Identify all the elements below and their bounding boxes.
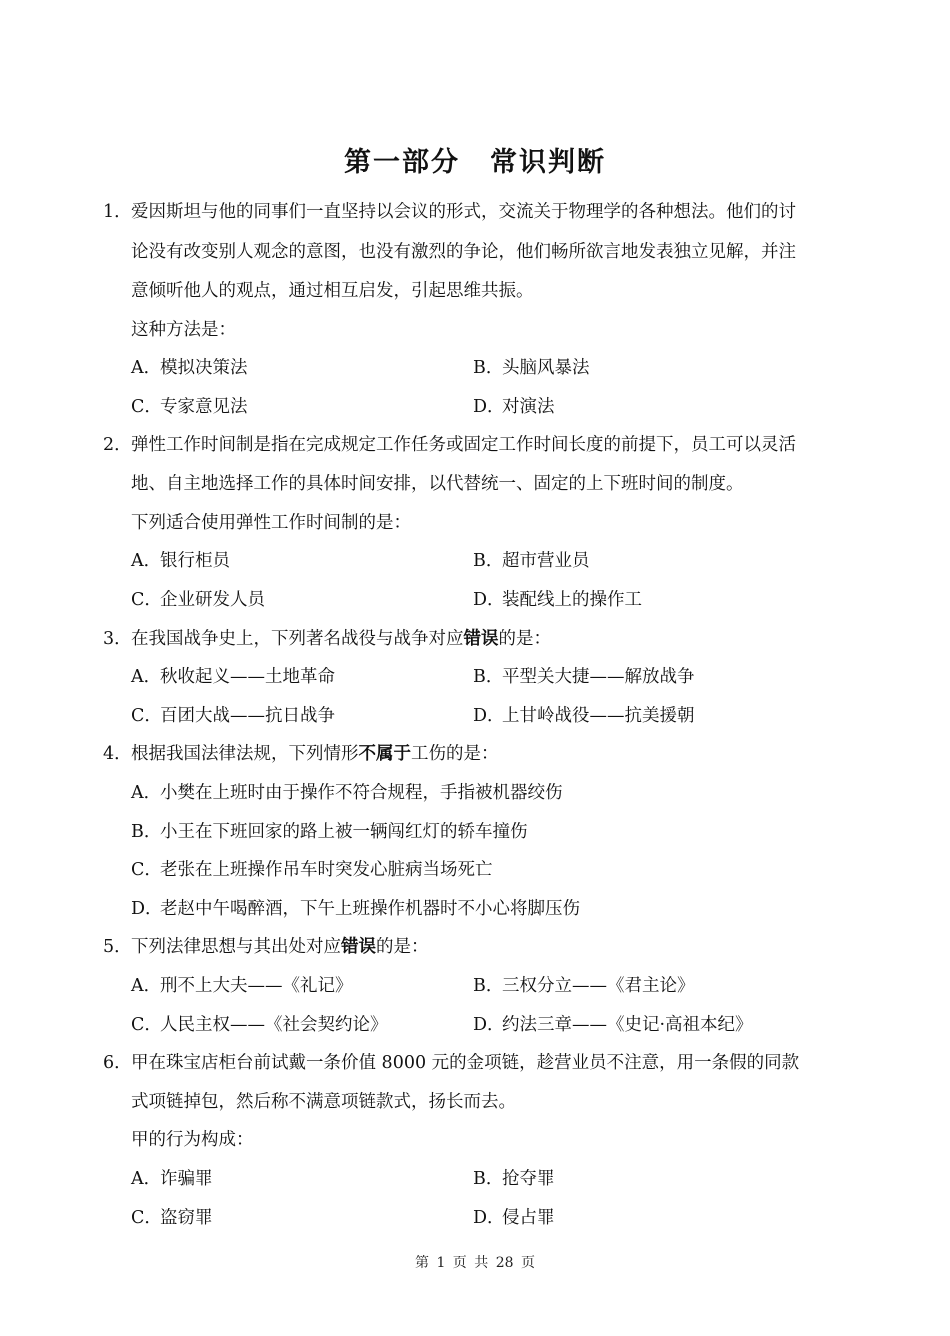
option-a xyxy=(131,356,248,380)
option-letter: A． xyxy=(131,1169,162,1189)
question-text-line xyxy=(131,935,856,959)
option-d xyxy=(473,704,695,728)
option-c xyxy=(131,588,265,612)
option-text: 刑不上大夫——《礼记》 xyxy=(160,976,353,996)
option-b xyxy=(473,665,695,689)
question-emphasis: 错误 xyxy=(341,937,376,957)
option-a xyxy=(131,549,230,573)
option-letter: A． xyxy=(131,783,162,803)
option-c xyxy=(131,1206,213,1230)
option-a xyxy=(131,781,563,805)
option-a xyxy=(131,665,335,689)
option-text: 平型关大捷——解放战争 xyxy=(502,667,695,687)
question-stem: 甲的行为构成： xyxy=(131,1130,254,1150)
option-text: 约法三章——《史记·高祖本纪》 xyxy=(502,1015,753,1035)
option-letter: B． xyxy=(473,667,504,687)
option-letter: B． xyxy=(473,358,504,378)
question-text-line xyxy=(131,742,856,766)
option-text: 模拟决策法 xyxy=(160,358,248,378)
option-text: 侵占罪 xyxy=(502,1208,555,1228)
question-number: 6． xyxy=(103,1053,132,1073)
question-text-pre: 根据我国法律法规，下列情形 xyxy=(131,744,359,764)
question-text-line: 地、自主地选择工作的具体时间安排，以代替统一、固定的上下班时间的制度。 xyxy=(131,474,744,494)
option-text: 老赵中午喝醉酒，下午上班操作机器时不小心将脚压伤 xyxy=(160,899,580,919)
option-text: 银行柜员 xyxy=(160,551,230,571)
question-text-post: 的是： xyxy=(498,629,551,649)
question-stem: 这种方法是： xyxy=(131,320,236,340)
question-emphasis: 错误 xyxy=(463,629,499,649)
option-b xyxy=(473,1167,555,1191)
question-number: 1． xyxy=(103,202,132,222)
option-d xyxy=(131,897,580,921)
page-title xyxy=(0,140,950,179)
option-text: 三权分立——《君主论》 xyxy=(502,976,695,996)
option-text: 人民主权——《社会契约论》 xyxy=(160,1015,388,1035)
option-letter: D． xyxy=(473,706,505,726)
option-b xyxy=(473,549,590,573)
option-letter: D． xyxy=(473,1208,505,1228)
option-c xyxy=(131,1013,388,1037)
option-text: 对演法 xyxy=(502,397,555,417)
question-text-line: 论没有改变别人观念的意图，也没有激烈的争论，他们畅所欲言地发表独立见解，并注 xyxy=(131,242,796,262)
question-text-post: 的是： xyxy=(376,937,429,957)
question-text-line: 爱因斯坦与他的同事们一直坚持以会议的形式，交流关于物理学的各种想法。他们的讨 xyxy=(131,202,796,222)
question-emphasis: 不属于 xyxy=(358,744,411,764)
option-text: 装配线上的操作工 xyxy=(502,590,642,610)
option-b xyxy=(473,974,695,998)
question-number: 4． xyxy=(103,744,132,764)
title-part: 第一部分 xyxy=(344,147,460,178)
option-letter: B． xyxy=(473,1169,504,1189)
option-letter: A． xyxy=(131,551,162,571)
option-letter: A． xyxy=(131,976,162,996)
question-text-line: 式项链掉包，然后称不满意项链款式，扬长而去。 xyxy=(131,1092,516,1112)
option-text: 小王在下班回家的路上被一辆闯红灯的轿车撞伤 xyxy=(160,822,528,842)
option-b xyxy=(131,820,528,844)
question-text-pre: 下列法律思想与其出处对应 xyxy=(131,937,341,957)
option-text: 上甘岭战役——抗美援朝 xyxy=(502,706,695,726)
option-letter: D． xyxy=(473,397,505,417)
option-a xyxy=(131,1167,213,1191)
option-text: 超市营业员 xyxy=(502,551,590,571)
option-letter: A． xyxy=(131,358,162,378)
option-text: 诈骗罪 xyxy=(160,1169,213,1189)
option-d xyxy=(473,1206,555,1230)
option-letter: C． xyxy=(131,860,162,880)
question-stem: 下列适合使用弹性工作时间制的是： xyxy=(131,513,411,533)
option-c xyxy=(131,858,493,882)
option-letter: D． xyxy=(473,590,505,610)
option-letter: C． xyxy=(131,590,162,610)
page-footer: 第 1 页 共 28 页 xyxy=(415,1255,535,1271)
option-letter: D． xyxy=(131,899,163,919)
option-letter: D． xyxy=(473,1015,505,1035)
option-text: 秋收起义——土地革命 xyxy=(160,667,335,687)
question-text-line xyxy=(131,627,856,651)
option-text: 盗窃罪 xyxy=(160,1208,213,1228)
question-text-line: 意倾听他人的观点，通过相互启发，引起思维共振。 xyxy=(131,281,534,301)
title-name: 常识判断 xyxy=(490,147,606,178)
option-text: 百团大战——抗日战争 xyxy=(160,706,335,726)
option-letter: C． xyxy=(131,397,162,417)
question-text-post: 工伤的是： xyxy=(411,744,499,764)
option-letter: C． xyxy=(131,706,162,726)
question-text-line: 弹性工作时间制是指在完成规定工作任务或固定工作时间长度的前提下，员工可以灵活 xyxy=(131,435,796,455)
option-letter: A． xyxy=(131,667,162,687)
option-text: 小樊在上班时由于操作不符合规程，手指被机器绞伤 xyxy=(160,783,563,803)
option-letter: C． xyxy=(131,1015,162,1035)
option-d xyxy=(473,588,642,612)
option-text: 专家意见法 xyxy=(160,397,248,417)
option-letter: B． xyxy=(473,551,504,571)
option-text: 头脑风暴法 xyxy=(502,358,590,378)
option-letter: B． xyxy=(131,822,162,842)
option-text: 老张在上班操作吊车时突发心脏病当场死亡 xyxy=(160,860,493,880)
option-b xyxy=(473,356,590,380)
question-text-line: 甲在珠宝店柜台前试戴一条价值 8000 元的金项链，趁营业员不注意，用一条假的同款 xyxy=(131,1053,800,1073)
option-a xyxy=(131,974,353,998)
option-letter: B． xyxy=(473,976,504,996)
option-d xyxy=(473,395,555,419)
question-number: 2． xyxy=(103,435,132,455)
question-number: 3． xyxy=(103,629,132,649)
option-c xyxy=(131,395,248,419)
option-d xyxy=(473,1013,753,1037)
question-number: 5． xyxy=(103,937,132,957)
option-text: 抢夺罪 xyxy=(502,1169,555,1189)
option-letter: C． xyxy=(131,1208,162,1228)
option-text: 企业研发人员 xyxy=(160,590,265,610)
question-text-pre: 在我国战争史上，下列著名战役与战争对应 xyxy=(131,629,464,649)
option-c xyxy=(131,704,335,728)
